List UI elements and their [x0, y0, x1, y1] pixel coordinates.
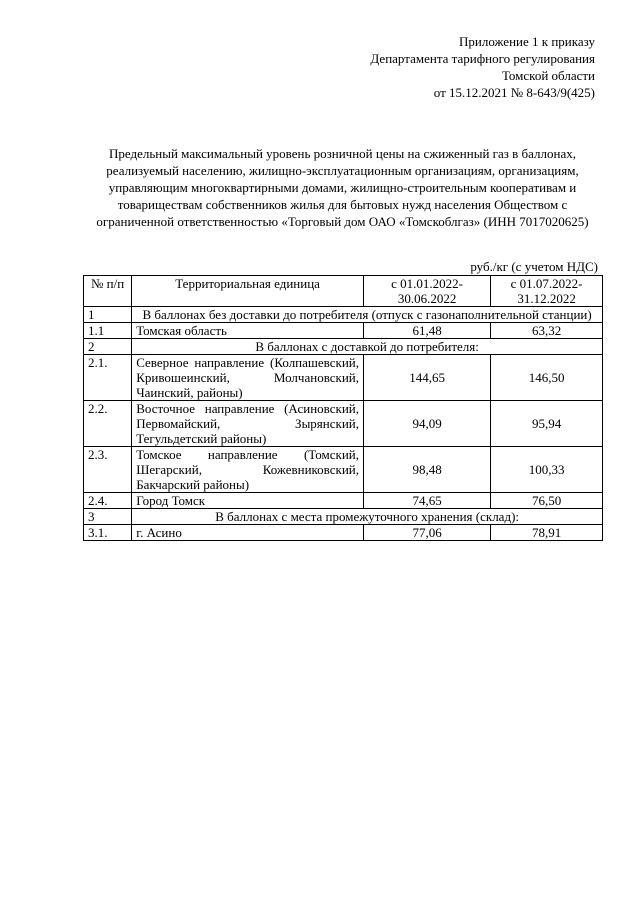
row-price-period2: 76,50: [491, 493, 603, 509]
row-price-period1: 61,48: [364, 323, 491, 339]
row-price-period1: 74,65: [364, 493, 491, 509]
section-label: В баллонах с доставкой до потребителя:: [132, 339, 603, 355]
row-price-period1: 94,09: [364, 401, 491, 447]
section-label: В баллонах без доставки до потребителя (отпуск с газонаполнительной станции): [132, 307, 603, 323]
row-num: 2.4.: [84, 493, 132, 509]
row-price-period1: 144,65: [364, 355, 491, 401]
header-line-1: Приложение 1 к приказу: [458, 34, 595, 49]
table-row: [84, 401, 603, 447]
row-price-period2: 63,32: [491, 323, 603, 339]
row-name: Восточное направление (Асиновский, Первомайский, Зырянский, Тегульдетский районы): [132, 401, 364, 447]
col-header-num: № п/п: [84, 276, 132, 307]
section-row: [84, 307, 603, 323]
row-name: Томское направление (Томский, Шегарский, Кожевниковский, Бакчарский районы): [132, 447, 364, 493]
table-row: [84, 355, 603, 401]
row-name: Томская область: [132, 323, 364, 339]
section-num: 1: [84, 307, 132, 323]
document-title: Предельный максимальный уровень розничной цены на сжиженный газ в баллонах, реализуемый населению, жилищно-эксплуатационным организациям, организациям, управляющим многоквартирными домами, жилищно-строительным кооперативам и товариществам собственников жилья для бытовых нужд населения Обществом с ограниченной ответственностью «Торговый дом ОАО «Томскоблгаз» (ИНН 7017020625): [96, 146, 589, 229]
row-num: 2.2.: [84, 401, 132, 447]
section-num: 3: [84, 509, 132, 525]
row-num: 1.1: [84, 323, 132, 339]
col-header-period1: с 01.01.2022-30.06.2022: [364, 276, 491, 307]
row-num: 3.1.: [84, 525, 132, 541]
row-price-period1: 77,06: [364, 525, 491, 541]
price-table: [83, 275, 603, 541]
section-row: [84, 509, 603, 525]
row-price-period2: 95,94: [491, 401, 603, 447]
row-name: Город Томск: [132, 493, 364, 509]
row-price-period1: 98,48: [364, 447, 491, 493]
row-price-period2: 78,91: [491, 525, 603, 541]
table-row: [84, 525, 603, 541]
header-line-3: Томской области: [501, 68, 595, 83]
table-header-row: [84, 276, 603, 307]
units-label: руб./кг (с учетом НДС): [470, 259, 598, 274]
col-header-period2: с 01.07.2022-31.12.2022: [491, 276, 603, 307]
row-name: Северное направление (Колпашевский, Кривошеинский, Молчановский, Чаинский, районы): [132, 355, 364, 401]
row-price-period2: 100,33: [491, 447, 603, 493]
document-header: [295, 33, 595, 101]
col-header-name: Территориальная единица: [132, 276, 364, 307]
section-label: В баллонах с места промежуточного хранения (склад):: [132, 509, 603, 525]
table-row: [84, 447, 603, 493]
table-row: [84, 493, 603, 509]
row-num: 2.3.: [84, 447, 132, 493]
section-num: 2: [84, 339, 132, 355]
row-name: г. Асино: [132, 525, 364, 541]
row-price-period2: 146,50: [491, 355, 603, 401]
section-row: [84, 339, 603, 355]
header-line-2: Департамента тарифного регулирования: [370, 51, 595, 66]
table-row: [84, 323, 603, 339]
header-line-4: от 15.12.2021 № 8-643/9(425): [433, 85, 595, 100]
row-num: 2.1.: [84, 355, 132, 401]
